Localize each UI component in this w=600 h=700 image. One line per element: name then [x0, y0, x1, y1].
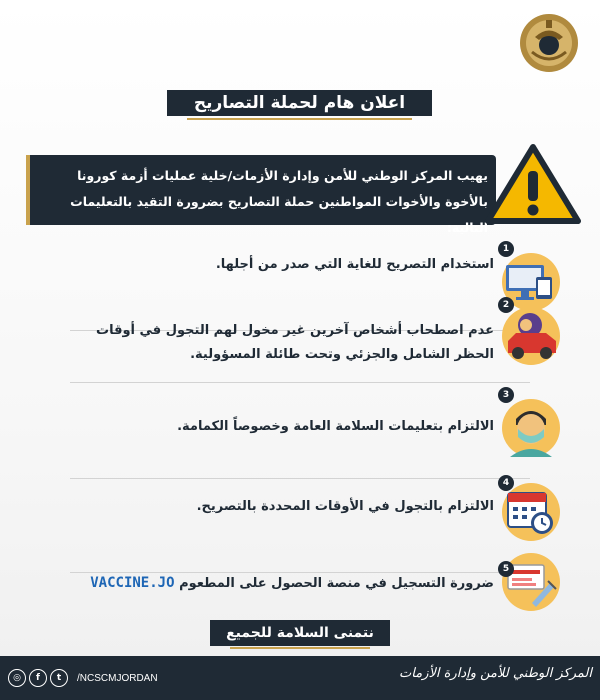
social-handle: /NCSCMJORDAN: [77, 672, 158, 684]
instruction-item-2: [40, 297, 560, 383]
car-passengers-icon: [502, 307, 560, 365]
instruction-item-3: [40, 383, 560, 479]
vaccine-link[interactable]: VACCINE.JO: [90, 575, 175, 591]
item-text: [64, 571, 494, 596]
page-title: اعلان هام لحملة التصاريح: [167, 90, 432, 116]
item-text-label: ضرورة التسجيل في منصة الحصول على المطعوم: [179, 576, 494, 591]
footer: [0, 656, 600, 700]
organization-name: المركز الوطني للأمن وإدارة الأزمات: [399, 666, 592, 681]
item-number: 3: [498, 387, 514, 403]
intro-banner: [26, 155, 496, 235]
title-underline: [187, 118, 412, 120]
coat-of-arms-logo: [518, 12, 580, 74]
closing-message: نتمنى السلامة للجميع: [210, 620, 390, 646]
item-text: الالتزام بالتجول في الأوقات المحددة بالتصريح.: [196, 499, 494, 514]
intro-text: يهيب المركز الوطني للأمن وإدارة الأزمات/خلية عمليات أزمة كورونا بالأخوة والأخوات المواطنين حملة التصاريح بضرورة التقيد بالتعليمات التالية:: [70, 168, 488, 235]
instagram-icon[interactable]: ◎: [8, 669, 26, 687]
instruction-item-5: [40, 564, 560, 615]
item-text: الالتزام بتعليمات السلامة العامة وخصوصاً الكمامة.: [177, 419, 494, 434]
facebook-icon[interactable]: f: [29, 669, 47, 687]
item-number: 4: [498, 475, 514, 491]
social-links: [8, 669, 158, 687]
calendar-clock-icon: [502, 483, 560, 541]
warning-icon: [484, 143, 582, 225]
instruction-item-4: [40, 479, 560, 573]
twitter-icon[interactable]: t: [50, 669, 68, 687]
mask-icon: [502, 399, 560, 457]
item-number: 5: [498, 561, 514, 577]
item-number: 1: [498, 241, 514, 257]
item-text: استخدام التصريح للغاية التي صدر من أجلها.: [215, 257, 494, 272]
item-number: 2: [498, 297, 514, 313]
item-text: عدم اصطحاب أشخاص آخرين غير مخول لهم التجول في أوقات الحظر الشامل والجزئي وتحت طائلة المسؤولية.: [96, 323, 494, 362]
closing-underline: [230, 647, 370, 649]
